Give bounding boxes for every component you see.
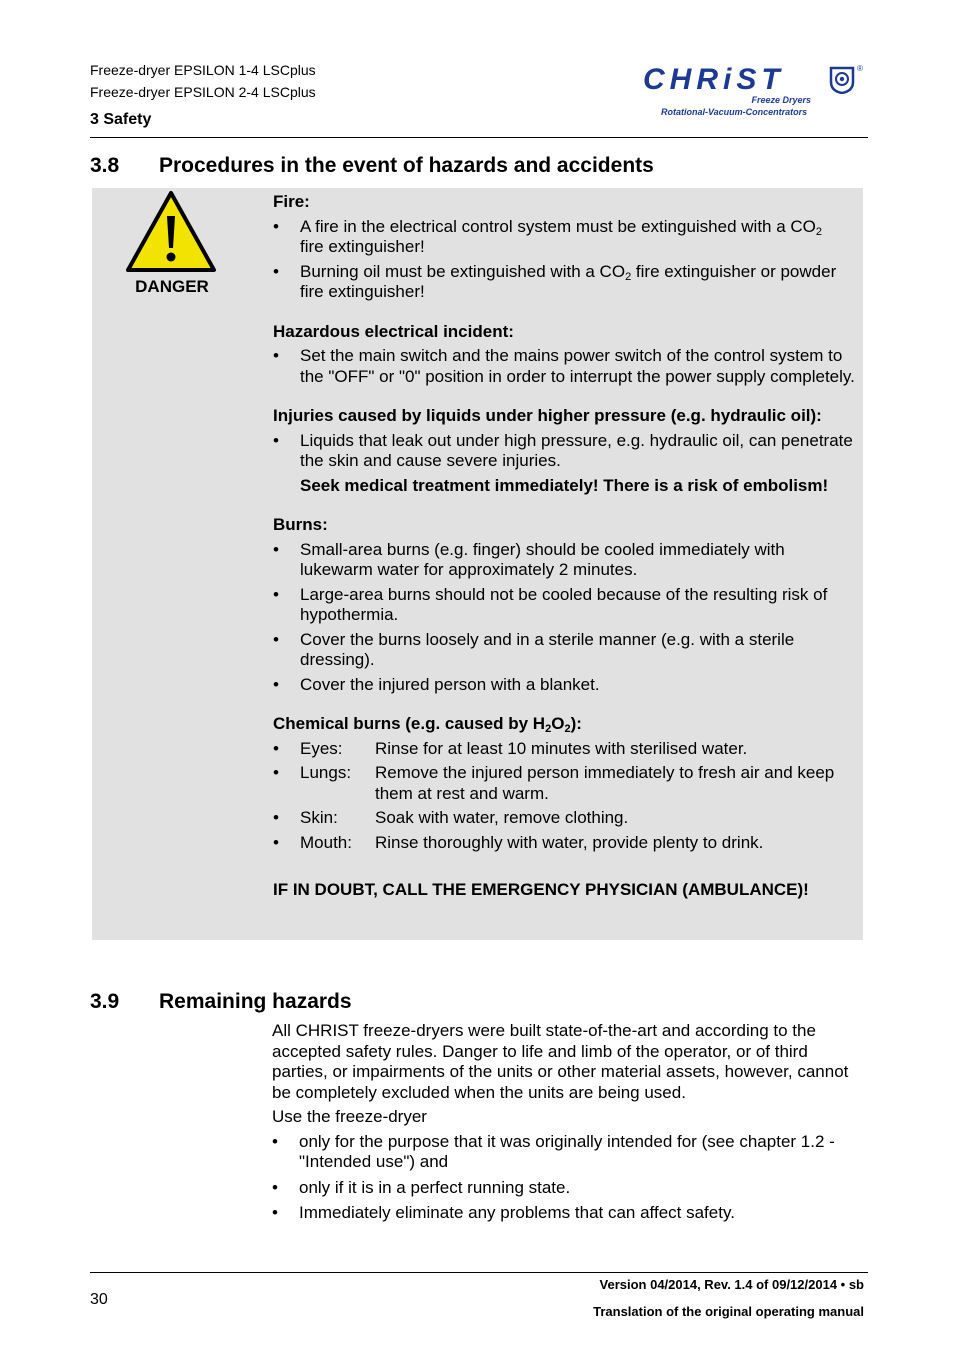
usage-lead: Use the freeze-dryer xyxy=(272,1107,427,1126)
page-number: 30 xyxy=(90,1291,108,1308)
section-3-8-heading xyxy=(90,154,654,178)
section-number: 3.8 xyxy=(90,154,120,177)
danger-box-content xyxy=(273,192,861,901)
list-item: • Cover the injured person with a blanket. xyxy=(273,675,861,696)
electrical-section xyxy=(273,322,861,388)
logo-tagline-2: Rotational-Vacuum-Concentrators xyxy=(661,107,808,117)
list-item: • A fire in the electrical control system must be extinguished with a $CO_2$ fire extinguisher! xyxy=(273,217,861,258)
fire-heading: Fire: xyxy=(273,192,310,211)
section-3-9-heading xyxy=(90,990,352,1014)
emergency-call-notice: IF IN DOUBT, CALL THE EMERGENCY PHYSICIAN (AMBULANCE)! xyxy=(273,880,809,899)
chemical-heading: Chemical burns (e.g. caused by $H_2O_2$): xyxy=(273,714,582,735)
list-item: • Set the main switch and the mains power switch of the control system to the "OFF" or "0" position in order to interrupt the power supply completely. xyxy=(273,346,861,387)
doc-title-line-2: Freeze-dryer EPSILON 2-4 LSCplus xyxy=(90,84,316,100)
liquids-heading: Injuries caused by liquids under higher pressure (e.g. hydraulic oil): xyxy=(273,406,822,425)
list-item: • Burning oil must be extinguished with a $CO_2$ fire extinguisher or powder fire extinguisher! xyxy=(273,262,861,303)
remaining-hazards-paragraph: All CHRIST freeze-dryers were built state-of-the-art and according to the accepted safety rules. Danger to life and limb of the operator, or of third parties, or impairments of the units or other material assets, however, cannot be completely excluded when the units are being used. xyxy=(272,1021,849,1102)
list-item: • Immediately eliminate any problems that can affect safety. xyxy=(272,1203,862,1224)
burns-heading: Burns: xyxy=(273,515,328,534)
logo-tagline-1: Freeze Dryers xyxy=(751,95,811,105)
list-item: • Large-area burns should not be cooled because of the resulting risk of hypothermia. xyxy=(273,585,861,626)
translation-note: Translation of the original operating manual xyxy=(593,1304,864,1319)
list-item: • Small-area burns (e.g. finger) should be cooled immediately with lukewarm water for approximately 2 minutes. xyxy=(273,540,861,581)
logo-swirl-icon xyxy=(829,66,855,94)
remaining-hazards-body xyxy=(272,1021,862,1229)
logo-wordmark: CHRiST xyxy=(643,63,785,96)
list-item: • Liquids that leak out under high pressure, e.g. hydraulic oil, can penetrate the skin and cause severe injuries. xyxy=(273,431,861,472)
danger-label: DANGER xyxy=(135,277,209,296)
fire-section xyxy=(273,192,861,303)
chemical-section xyxy=(273,714,861,853)
section-title: Procedures in the event of hazards and accidents xyxy=(159,154,654,177)
liquids-section xyxy=(273,406,861,496)
embolism-warning: Seek medical treatment immediately! There is a risk of embolism! xyxy=(300,475,829,495)
list-item: • Cover the burns loosely and in a sterile manner (e.g. with a sterile dressing). xyxy=(273,630,861,671)
section-title: Remaining hazards xyxy=(159,990,352,1013)
doc-title-line-1: Freeze-dryer EPSILON 1-4 LSCplus xyxy=(90,62,316,78)
list-item: • only if it is in a perfect running state. xyxy=(272,1178,862,1199)
chapter-label: 3 Safety xyxy=(90,111,152,128)
christ-logo xyxy=(643,62,867,120)
burns-section xyxy=(273,515,861,695)
section-number: 3.9 xyxy=(90,990,120,1013)
list-item: • only for the purpose that it was originally intended for (see chapter 1.2 - "Intended use") and xyxy=(272,1132,862,1173)
version-info: Version 04/2014, Rev. 1.4 of 09/12/2014 • sb xyxy=(599,1277,864,1292)
list-item: • Mouth: Rinse thoroughly with water, provide plenty to drink. xyxy=(273,833,861,854)
registered-mark: ® xyxy=(857,64,863,73)
header-divider xyxy=(90,137,868,138)
warning-triangle-icon xyxy=(125,190,217,274)
footer-divider xyxy=(90,1272,868,1273)
list-item: • Lungs: Remove the injured person immediately to fresh air and keep them at rest and warm. xyxy=(273,763,861,804)
list-item: • Skin: Soak with water, remove clothing. xyxy=(273,808,861,829)
list-item: • Eyes: Rinse for at least 10 minutes with sterilised water. xyxy=(273,739,861,760)
electrical-heading: Hazardous electrical incident: xyxy=(273,321,514,341)
